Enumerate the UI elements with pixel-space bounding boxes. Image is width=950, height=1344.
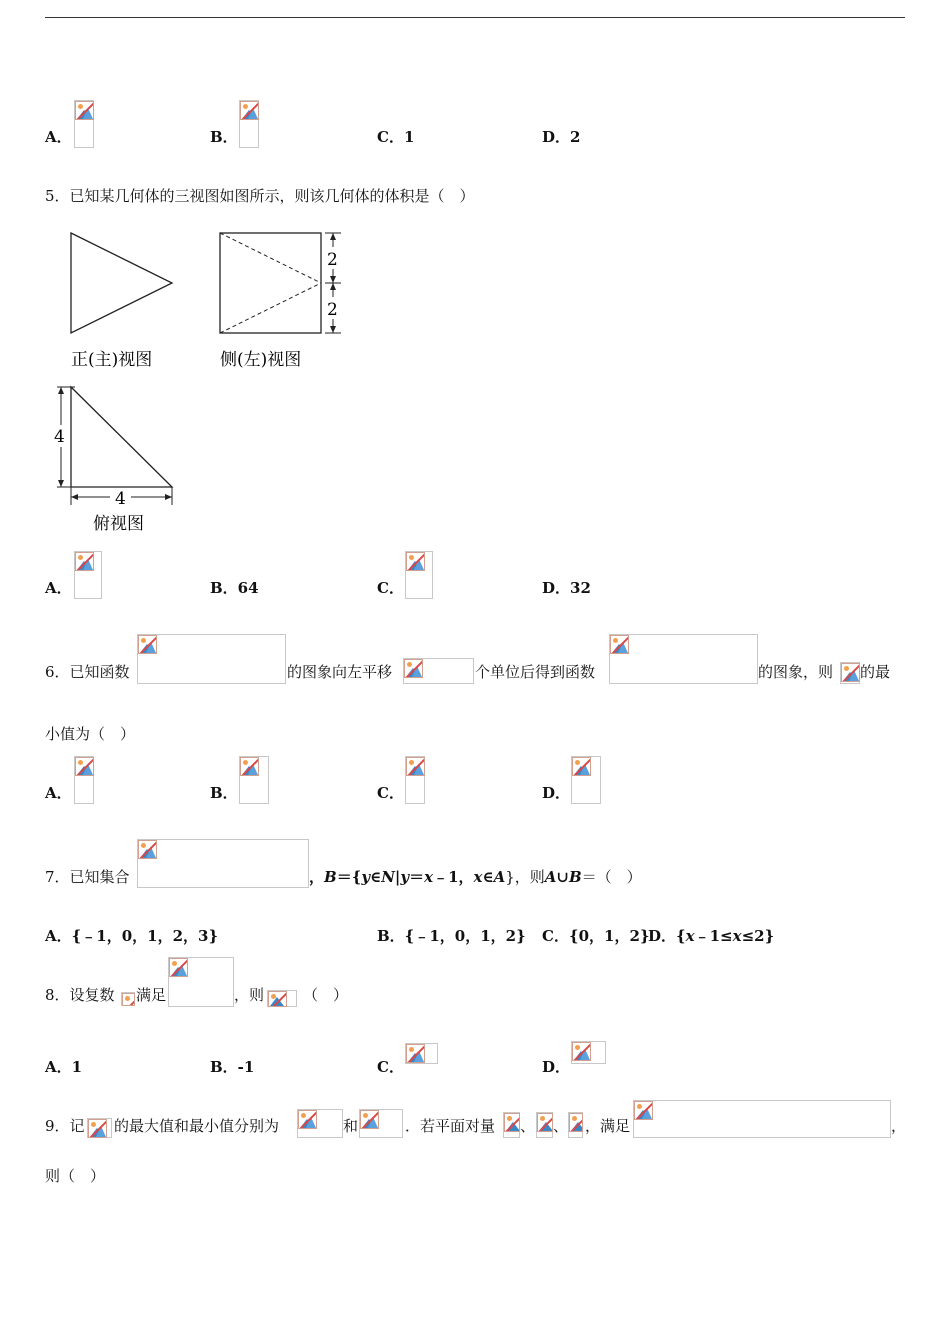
q6-function-g-image [609,634,758,684]
broken-image-icon [841,663,860,682]
q9-vector-a-image [503,1112,520,1138]
q8-text-1: 8．设复数 [45,986,115,1004]
top-view-triangle [71,387,172,487]
q5-option-a-formula-image [74,551,102,599]
side-dim-label-bottom: 2 [327,300,338,320]
side-dim-arrow [330,326,336,333]
broken-image-icon [537,1113,553,1132]
q9-text-4: ．若平面对量 [405,1117,496,1135]
q9-text-2: 的最大值和最小值分别为 [114,1117,280,1135]
q6-option-b[interactable]: B． [210,784,238,802]
broken-image-icon [169,958,188,977]
q6-option-a[interactable]: A． [45,784,72,802]
q9-line-2: 则（ ） [45,1167,106,1185]
broken-image-icon [75,552,94,571]
q8-option-c-formula-image [405,1043,438,1064]
side-view-dashed-bottom [220,283,321,333]
broken-image-icon [406,757,425,776]
q9-text-6: ， [891,1117,907,1135]
broken-image-icon [634,1101,653,1120]
q6-option-c-formula-image [405,756,425,804]
q9-min-image [359,1109,403,1138]
q6-line-2: 小值为（ ） [45,725,136,743]
q6-var-image [840,662,860,684]
front-view-triangle [71,233,172,333]
q8-option-d[interactable]: D． [542,1058,571,1076]
q9-max-min-image [87,1118,112,1138]
broken-image-icon [572,1042,591,1061]
top-dim-label-horizontal: 4 [115,489,126,509]
broken-image-icon [569,1113,583,1132]
q7-option-b[interactable]: B．{﹣1，0，1，2} [377,927,526,945]
broken-image-icon [504,1113,520,1132]
broken-image-icon [404,659,423,678]
q4-option-c[interactable]: C．1 [377,128,415,146]
q6-text-5: 的最 [860,663,891,681]
q5-option-c-formula-image [405,551,433,599]
q6-shift-image [403,658,474,684]
broken-image-icon [268,991,287,1007]
q6-text-1: 6．已知函数 [45,663,130,681]
q7-set-b-expression: ，B＝{y∈N|y＝x﹣1，x∈A}，则A∪B＝（ ） [309,868,642,886]
top-dim-arrow [71,494,78,500]
q5-option-a[interactable]: A． [45,579,72,597]
q7-option-a[interactable]: A．{﹣1，0，1，2，3} [45,927,219,945]
q6-text-2: 的图象向左平移 [287,663,393,681]
front-view-label: 正(主)视图 [71,350,153,370]
q5-option-d[interactable]: D．32 [542,579,591,597]
q6-option-b-formula-image [239,756,269,804]
q6-option-d[interactable]: D． [542,784,571,802]
top-view-label: 俯视图 [93,514,144,534]
broken-image-icon [572,757,591,776]
broken-image-icon [138,635,157,654]
q7-option-d[interactable]: D．{x﹣1≤x≤2} [648,927,775,945]
side-dim-label-top: 2 [327,250,338,270]
q4-option-d[interactable]: D．2 [542,128,581,146]
q7-option-c[interactable]: C．{0，1，2} [542,927,650,945]
q6-option-d-formula-image [571,756,601,804]
q9-text-1: 9．记 [45,1117,85,1135]
q9-condition-image [633,1100,891,1138]
top-dim-arrow [165,494,172,500]
top-dim-arrow [58,387,64,394]
q4-option-a-formula-image [74,100,94,148]
q8-var-z-image [121,992,135,1006]
q8-option-d-formula-image [571,1041,606,1064]
q9-separator-1: 、 [520,1117,536,1135]
q9-separator-2: 、 [553,1117,569,1135]
side-dim-arrow [330,276,336,283]
top-dim-label-vertical: 4 [54,427,65,447]
broken-image-icon [240,101,259,120]
q6-option-c[interactable]: C． [377,784,404,802]
q8-text-2: 满足 [136,986,167,1004]
q5-stem: 5．已知某几何体的三视图如图所示，则该几何体的体积是（ ） [45,187,475,205]
q7-text-1: 7．已知集合 [45,868,130,886]
q8-option-c[interactable]: C． [377,1058,404,1076]
broken-image-icon [406,1044,425,1063]
side-view-label: 侧(左)视图 [220,350,302,370]
broken-image-icon [610,635,629,654]
q7-set-a-image [137,839,309,888]
q6-text-4: 的图象，则 [758,663,834,681]
q9-text-5: ，满足 [585,1117,631,1135]
three-view-figure [45,225,355,540]
q9-vector-c-image [568,1112,583,1138]
q8-text-4: （ ） [303,986,349,1004]
broken-image-icon [122,993,135,1006]
q6-option-a-formula-image [74,756,94,804]
broken-image-icon [88,1119,107,1138]
q9-vector-b-image [536,1112,553,1138]
broken-image-icon [138,840,157,859]
q4-option-a[interactable]: A． [45,128,72,146]
side-view-square [220,233,321,333]
broken-image-icon [75,101,94,120]
broken-image-icon [406,552,425,571]
top-dim-arrow [58,480,64,487]
side-dim-arrow [330,283,336,290]
side-dim-arrow [330,233,336,240]
q6-text-3: 个单位后得到函数 [475,663,596,681]
q8-text-3: ，则 [234,986,265,1004]
q5-option-c[interactable]: C． [377,579,404,597]
q4-option-b-formula-image [239,100,259,148]
q8-option-a[interactable]: A．1 [45,1058,83,1076]
q5-option-b[interactable]: B．64 [210,579,259,597]
q9-text-3: 和 [343,1117,359,1135]
broken-image-icon [75,757,94,776]
header-rule [45,17,905,18]
q8-condition-image [168,957,234,1007]
q4-option-b[interactable]: B． [210,128,238,146]
broken-image-icon [298,1110,317,1129]
broken-image-icon [360,1110,379,1129]
side-view-dashed-top [220,233,321,283]
q8-option-b[interactable]: B．-1 [210,1058,255,1076]
broken-image-icon [240,757,259,776]
q8-target-image [267,990,297,1007]
q9-max-image [297,1109,343,1138]
q6-function-f-image [137,634,286,684]
